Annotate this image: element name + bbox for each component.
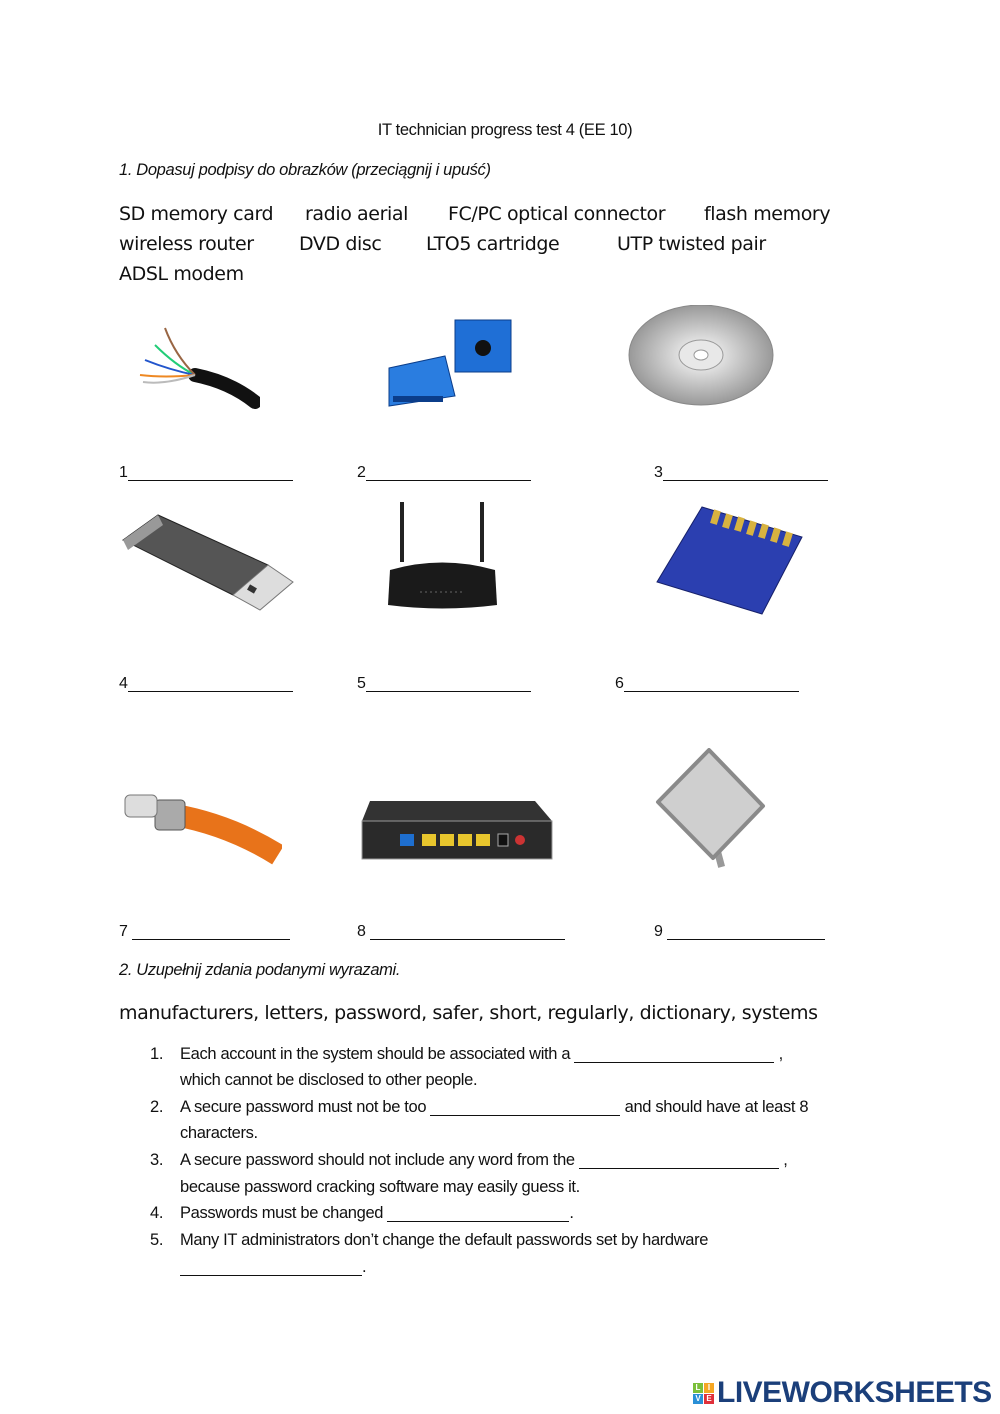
adsl-modem-image	[360, 796, 555, 864]
answer-slot-9	[654, 923, 825, 941]
sentence-number: 2.	[150, 1098, 164, 1116]
item-number: 5	[357, 675, 366, 692]
logo-text: LIVEWORKSHEETS	[717, 1376, 992, 1409]
sentence-text: and should have at least 8	[620, 1098, 809, 1116]
answer-input-8[interactable]	[370, 925, 565, 940]
page-title: IT technician progress test 4 (EE 10)	[377, 121, 633, 139]
answer-input-1[interactable]	[128, 466, 293, 481]
dvd-disc-image	[628, 305, 776, 407]
item-number: 3	[654, 464, 663, 481]
sentence-text: .	[569, 1204, 574, 1222]
word-bank-item[interactable]: flash memory	[704, 203, 831, 225]
item-number: 2	[357, 464, 366, 481]
sentence-5	[150, 1231, 708, 1250]
sentence-number: 4.	[150, 1204, 164, 1222]
item-number: 8	[357, 923, 366, 940]
word-bank-item[interactable]: ADSL modem	[119, 263, 244, 285]
section2-word-bank: manufacturers, letters, password, safer, short, regularly, dictionary, systems	[119, 1002, 818, 1024]
answer-slot-3	[654, 464, 828, 482]
word-bank-item[interactable]: radio aerial	[305, 203, 409, 225]
item-number: 4	[119, 675, 128, 692]
wireless-router-image	[385, 500, 500, 612]
sentence-text: Each account in the system should be associated with a	[180, 1045, 571, 1063]
word-bank-item[interactable]: DVD disc	[299, 233, 382, 255]
sentence-text: A secure password should not include any word from the	[180, 1151, 575, 1169]
word-bank-item[interactable]: FC/PC optical connector	[448, 203, 666, 225]
sentence-4-input[interactable]	[387, 1207, 569, 1222]
flash-drive-image	[118, 510, 296, 615]
answer-input-7[interactable]	[132, 925, 290, 940]
logo-letter: I	[704, 1383, 714, 1393]
sentence-text: which cannot be disclosed to other people.	[180, 1071, 478, 1089]
logo-mark	[693, 1383, 714, 1404]
sentence-text: A secure password must not be too	[180, 1098, 427, 1116]
answer-input-3[interactable]	[663, 466, 828, 481]
fiber-connector-image	[120, 790, 282, 870]
sentence-text: characters.	[180, 1124, 258, 1142]
sentence-text: because password cracking software may easily guess it.	[180, 1178, 580, 1196]
word-bank-item[interactable]: LTO5 cartridge	[426, 233, 560, 255]
sentence-1-input[interactable]	[574, 1048, 774, 1063]
radio-aerial-image	[655, 748, 767, 870]
item-number: 9	[654, 923, 663, 940]
answer-slot-7	[119, 923, 290, 941]
sentence-2-input[interactable]	[430, 1101, 620, 1116]
sentence-number: 5.	[150, 1231, 164, 1249]
word-bank-item[interactable]: UTP twisted pair	[617, 233, 766, 255]
sentence-text: ,	[774, 1045, 783, 1063]
logo-letter: V	[693, 1394, 703, 1404]
sentence-text: .	[362, 1258, 367, 1276]
sentence-2	[150, 1098, 808, 1117]
word-bank-item[interactable]: wireless router	[119, 233, 254, 255]
logo-letter: L	[693, 1383, 703, 1393]
answer-slot-1	[119, 464, 293, 482]
section1-instruction: 1. Dopasuj podpisy do obrazków (przeciągnij i upuść)	[119, 161, 491, 179]
sentence-number: 3.	[150, 1151, 164, 1169]
answer-slot-5	[357, 675, 531, 693]
logo-letter: E	[704, 1394, 714, 1404]
sd-card-image	[652, 502, 810, 617]
sentence-text: ,	[778, 1151, 788, 1169]
sentence-3-input[interactable]	[579, 1154, 779, 1169]
answer-input-2[interactable]	[366, 466, 531, 481]
sentence-text: Many IT administrators don’t change the default passwords set by hardware	[180, 1231, 709, 1249]
answer-input-4[interactable]	[128, 677, 293, 692]
item-number: 6	[615, 675, 624, 692]
answer-slot-8	[357, 923, 565, 941]
utp-cable-image	[135, 320, 260, 410]
sentence-number: 1.	[150, 1045, 164, 1063]
answer-input-5[interactable]	[366, 677, 531, 692]
sentence-text: Passwords must be changed	[180, 1204, 384, 1222]
answer-slot-4	[119, 675, 293, 693]
sentence-3	[150, 1151, 787, 1170]
sentence-1	[150, 1045, 783, 1064]
lto5-cartridge-image	[385, 318, 515, 408]
answer-slot-2	[357, 464, 531, 482]
sentence-5-input[interactable]	[180, 1261, 362, 1276]
section2-instruction: 2. Uzupełnij zdania podanymi wyrazami.	[119, 961, 401, 979]
answer-input-6[interactable]	[624, 677, 799, 692]
sentence-4	[150, 1204, 574, 1223]
sentence-5-cont	[180, 1258, 366, 1277]
liveworksheets-logo	[693, 1376, 992, 1410]
word-bank-item[interactable]: SD memory card	[119, 203, 274, 225]
answer-input-9[interactable]	[667, 925, 825, 940]
item-number: 1	[119, 464, 128, 481]
item-number: 7	[119, 923, 128, 940]
answer-slot-6	[615, 675, 799, 693]
